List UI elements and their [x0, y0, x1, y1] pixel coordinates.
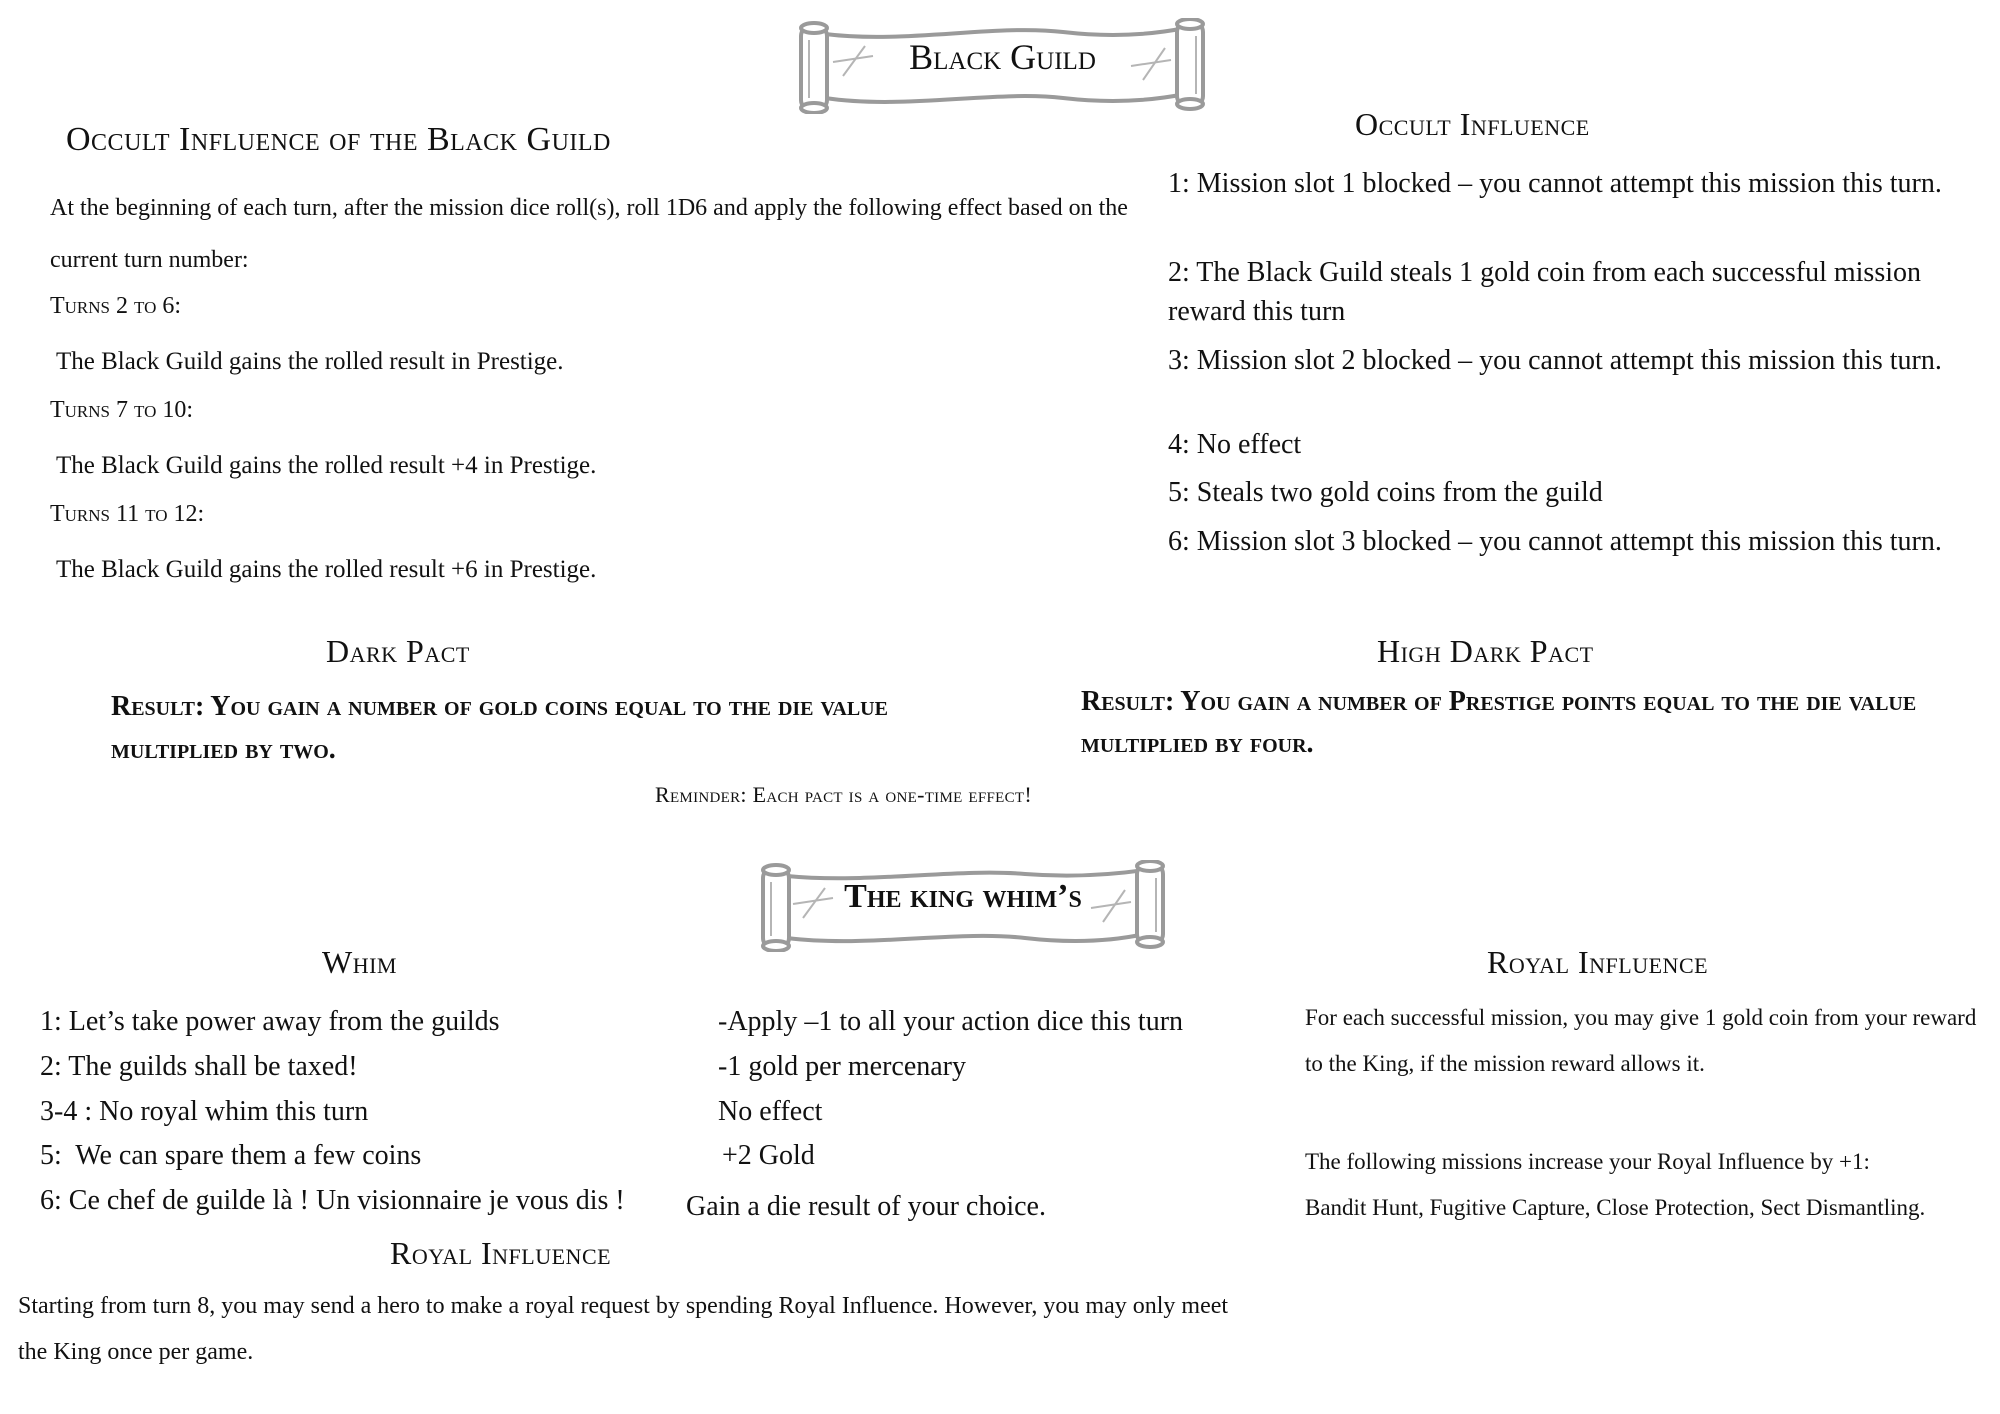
royal-influence-title: Royal Influence	[390, 1235, 612, 1271]
occult-influence-item: 6: Mission slot 3 blocked – you cannot attempt this mission this turn.	[1168, 526, 1942, 557]
king-whims-banner-title: The king whim’s	[844, 878, 1082, 915]
whim-roll: 3-4 : No royal whim this turn	[40, 1096, 369, 1127]
whim-roll: 5: We can spare them a few coins	[40, 1140, 422, 1171]
turns-label: Turns 11 to 12:	[50, 501, 205, 527]
occult-influence-item: 1: Mission slot 1 blocked – you cannot attempt this mission this turn.	[1168, 168, 1942, 199]
turns-label: Turns 7 to 10:	[50, 397, 194, 423]
whim-effect: -Apply –1 to all your action dice this turn	[718, 1006, 1184, 1037]
whim-effect: +2 Gold	[722, 1140, 815, 1171]
dark-pact-text: Result: You gain a number of gold coins equal to the die value multiplied by two.	[111, 691, 888, 765]
turns-label: Turns 2 to 6:	[50, 293, 182, 319]
royal-influence-right-title: Royal Influence	[1487, 944, 1709, 980]
turns-effect: The Black Guild gains the rolled result in Prestige.	[56, 348, 564, 375]
occult-black-guild-intro: At the beginning of each turn, after the mission dice roll(s), roll 1D6 and apply the following effect based on the current turn number:	[50, 195, 1128, 273]
high-dark-pact-text: Result: You gain a number of Prestige points equal to the die value multiplied by four.	[1081, 686, 1917, 759]
turns-effect: The Black Guild gains the rolled result +4 in Prestige.	[56, 452, 597, 479]
whim-effect: Gain a die result of your choice.	[686, 1191, 1046, 1222]
whim-effect: -1 gold per mercenary	[718, 1051, 966, 1082]
whim-roll: 6: Ce chef de guilde là ! Un visionnaire je vous dis !	[40, 1185, 625, 1216]
royal-influence-text: Starting from turn 8, you may send a hero to make a royal request by spending Royal Influence. However, you may only meet the King once per game.	[18, 1293, 1229, 1365]
high-dark-pact-title: High Dark Pact	[1377, 633, 1594, 669]
whim-title: Whim	[322, 944, 397, 980]
royal-influence-missions-intro: The following missions increase your Royal Influence by +1:	[1305, 1149, 1870, 1174]
royal-influence-right-text: For each successful mission, you may give 1 gold coin from your reward to the King, if the mission reward allows it.	[1305, 1005, 1977, 1076]
whim-effect: No effect	[718, 1096, 823, 1127]
turns-effect: The Black Guild gains the rolled result +6 in Prestige.	[56, 556, 597, 583]
pact-reminder: Reminder: Each pact is a one-time effect!	[655, 782, 1032, 807]
black-guild-banner-title: Black Guild	[909, 37, 1096, 77]
royal-influence-missions-list: Bandit Hunt, Fugitive Capture, Close Protection, Sect Dismantling.	[1305, 1195, 1926, 1220]
dark-pact-title: Dark Pact	[326, 633, 470, 669]
occult-influence-item: 2: The Black Guild steals 1 gold coin from each successful mission reward this turn	[1168, 257, 1922, 327]
occult-influence-item: 3: Mission slot 2 blocked – you cannot attempt this mission this turn.	[1168, 345, 1942, 376]
whim-roll: 2: The guilds shall be taxed!	[40, 1051, 358, 1082]
occult-black-guild-title: Occult Influence of the Black Guild	[66, 121, 611, 158]
occult-influence-title: Occult Influence	[1355, 106, 1590, 142]
occult-influence-item: 4: No effect	[1168, 429, 1302, 460]
whim-roll: 1: Let’s take power away from the guilds	[40, 1006, 500, 1037]
king-whims-banner	[757, 860, 1169, 952]
black-guild-banner	[795, 18, 1210, 114]
occult-influence-item: 5: Steals two gold coins from the guild	[1168, 477, 1603, 508]
